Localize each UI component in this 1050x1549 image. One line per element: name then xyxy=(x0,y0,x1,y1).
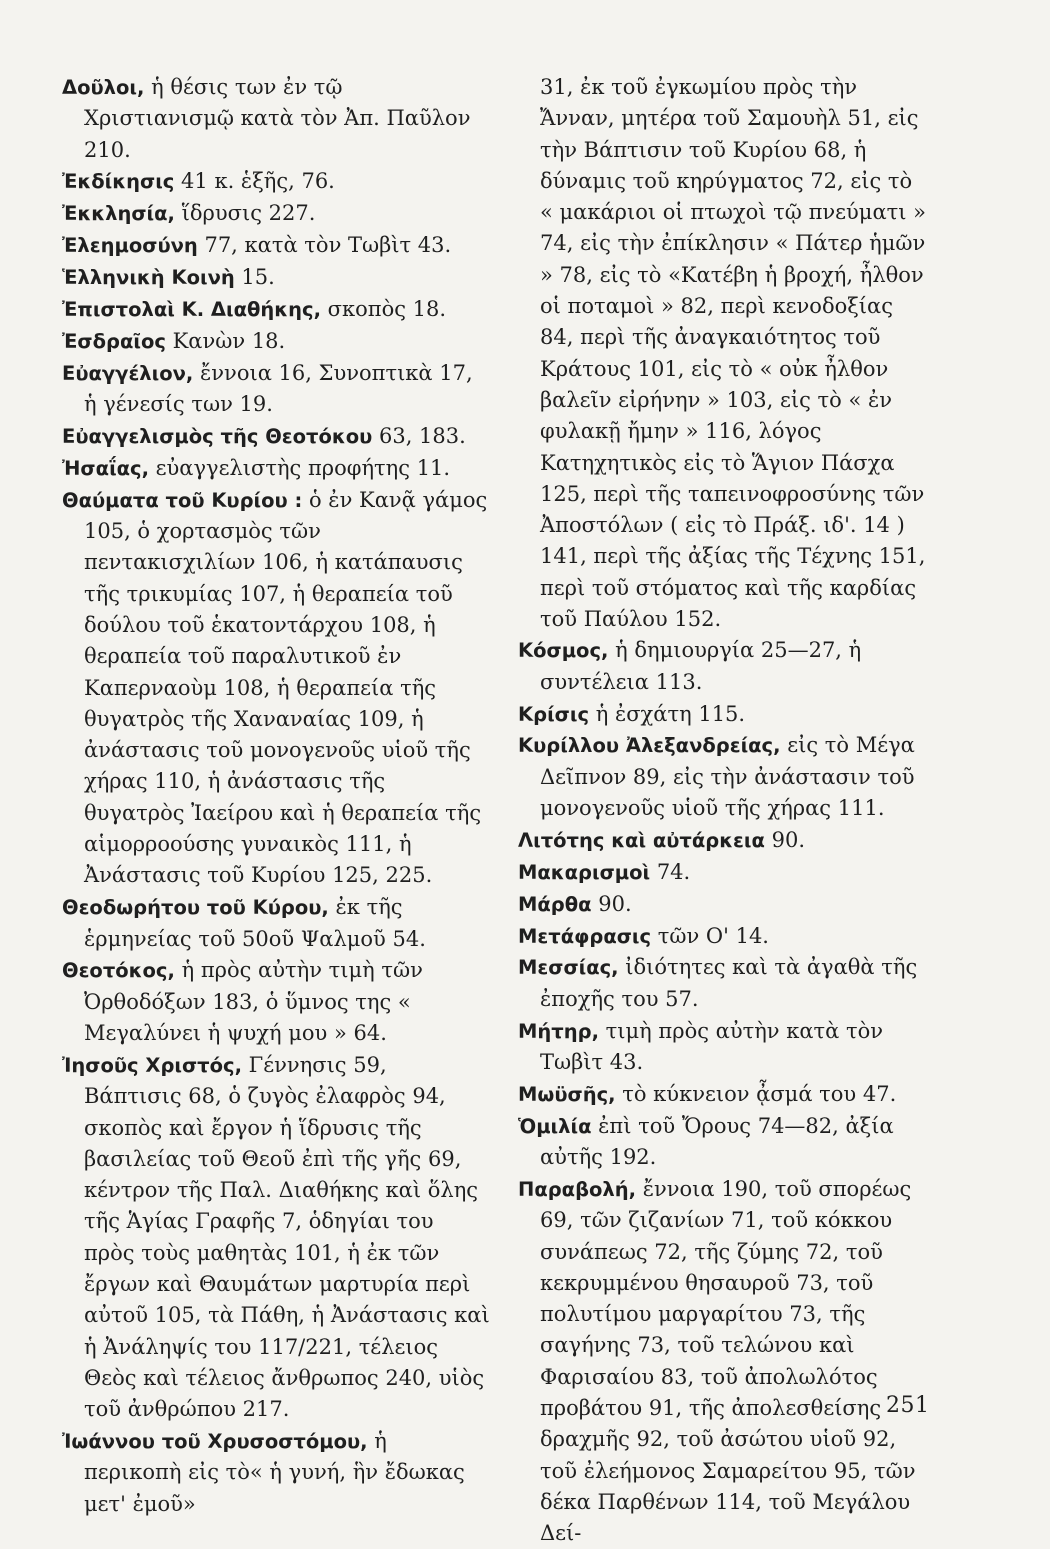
entry-text: Κανὼν 18. xyxy=(165,328,286,353)
left-column xyxy=(62,72,490,1520)
entry-text: ἡ θέσις των ἐν τῷ Χριστιανισμῷ κατὰ τὸν Ἀπ. Παῦλον 210. xyxy=(84,75,471,162)
entry-text: ἡ περικοπὴ εἰς τὸ« ἡ γυνή, ἣν ἔδωκας μετ' ἐμοῦ» xyxy=(84,1429,465,1516)
entry-headword: Ἑλληνικὴ Κοινὴ xyxy=(62,266,235,290)
entry-headword: Εὐαγγελισμὸς τῆς Θεοτόκου xyxy=(62,425,373,449)
entry-text: ἡ ἐσχάτη 115. xyxy=(589,701,746,726)
right-column xyxy=(518,72,926,1549)
index-entry xyxy=(518,857,926,888)
entry-headword: Θεοτόκος, xyxy=(62,959,175,983)
entry-headword: Μεσσίας, xyxy=(518,956,619,980)
index-entry xyxy=(62,1050,490,1426)
index-entry xyxy=(62,262,490,293)
entry-text: τῶν Ο' 14. xyxy=(651,923,769,948)
entry-text: 74. xyxy=(650,859,691,884)
index-entry xyxy=(62,1426,490,1520)
entry-headword: Εὐαγγέλιον, xyxy=(62,361,194,385)
entry-headword: Ἰησοῦς Χριστός, xyxy=(62,1053,242,1077)
entry-headword: Μετάφρασις xyxy=(518,924,652,948)
entry-headword: Δοῦλοι, xyxy=(62,76,145,99)
entry-headword: Ἐπιστολαὶ Κ. Διαθήκης, xyxy=(62,298,321,322)
entry-text: 90. xyxy=(591,891,632,916)
index-entry xyxy=(62,955,490,1049)
index-entry xyxy=(518,952,926,1015)
index-entry xyxy=(518,825,926,856)
entry-headword: Ὁμιλία xyxy=(518,1114,592,1138)
entry-text: ἔννοια 190, τοῦ σπορέως 69, τῶν ζιζανίων 71, τοῦ κόκκου συνάπεως 72, τῆς ζύμης 72, τοῦ κεκρυμμένου θησαυροῦ 73, τοῦ πολυτίμου μαργαρίτου 73, τῆς σαγήνης 73, τοῦ τελώνου καὶ Φαρισαίου 83, τοῦ ἀπολωλότος προβάτου 91, τῆς ἀπολεσθείσης δραχμῆς 92, τοῦ ἀσώτου υἱοῦ 92, τοῦ ἐλεήμονος Σαμαρείτου 95, τῶν δέκα Παρθένων 114, τοῦ Μεγάλου Δεί- xyxy=(540,1176,916,1546)
index-entry xyxy=(62,198,490,229)
entry-headword: Μήτηρ, xyxy=(518,1019,599,1043)
entry-text: 15. xyxy=(234,265,275,290)
index-entry xyxy=(62,892,490,955)
entry-text: εἰς τὸ Μέγα Δεῖπνον 89, εἰς τὴν ἀνάστασιν τοῦ μονογενοῦς υἱοῦ τῆς χήρας 111. xyxy=(540,733,915,821)
entry-headword: Ἐσδραῖος xyxy=(62,329,166,353)
entry-text: 90. xyxy=(764,827,805,852)
index-entry xyxy=(518,699,926,730)
index-entry xyxy=(62,358,490,421)
entry-text: 63, 183. xyxy=(372,424,466,449)
entry-headword: Ἐλεημοσύνη xyxy=(62,234,198,258)
index-entry xyxy=(62,421,490,452)
entry-headword: Ἐκδίκησις xyxy=(62,170,175,194)
index-entry xyxy=(518,1111,926,1174)
entry-text: ἵδρυσις 227. xyxy=(174,201,316,226)
index-entry xyxy=(62,230,490,261)
entry-headword: Κόσμος, xyxy=(518,639,609,663)
entry-text: ἡ πρὸς αὐτὴν τιμὴ τῶν Ὀρθοδόξων 183, ὁ ὕμνος της « Μεγαλύνει ἡ ψυχή μου » 64. xyxy=(84,958,423,1046)
entry-text: 41 κ. ἑξῆς, 76. xyxy=(174,169,335,194)
entry-text: ἡ δημιουργία 25—27, ἡ συντέλεια 113. xyxy=(540,638,862,694)
entry-text: ἐκ τῆς ἑρμηνείας τοῦ 50οῦ Ψαλμοῦ 54. xyxy=(84,895,426,951)
entry-text: τιμὴ πρὸς αὐτὴν κατὰ τὸν Τωβὶτ 43. xyxy=(540,1018,884,1074)
index-entry xyxy=(62,166,490,197)
entry-headword: Ἐκκλησία, xyxy=(62,202,175,226)
index-entry xyxy=(518,1016,926,1079)
index-entry xyxy=(518,1174,926,1549)
entry-headword: Παραβολή, xyxy=(518,1177,637,1201)
index-entry xyxy=(518,635,926,698)
index-entry xyxy=(62,326,490,357)
entry-headword: Κυρίλλου Ἀλεξανδρείας, xyxy=(518,734,781,758)
entry-headword: Ἠσαΐας, xyxy=(62,456,149,480)
index-entry xyxy=(518,1079,926,1110)
entry-text: 77, κατὰ τὸν Τωβὶτ 43. xyxy=(197,233,452,258)
entry-headword: Κρίσις xyxy=(518,702,590,726)
entry-headword: Λιτότης καὶ αὐτάρκεια xyxy=(518,828,765,852)
index-entry xyxy=(62,485,490,892)
entry-text: ἔννοια 16, Συνοπτικὰ 17, ἡ γένεσίς των 19. xyxy=(84,360,473,417)
entry-headword: Θεοδωρήτου τοῦ Κύρου, xyxy=(62,896,329,920)
entry-headword: Μωϋσῆς, xyxy=(518,1082,616,1106)
page-number: 251 xyxy=(886,1393,930,1418)
entry-text: ἐπὶ τοῦ Ὄρους 74—82, ἀξία αὐτῆς 192. xyxy=(540,1113,894,1170)
entry-text: τὸ κύκνειον ᾆσμά του 47. xyxy=(615,1081,897,1106)
entry-text: εὐαγγελιστὴς προφήτης 11. xyxy=(148,455,451,480)
entry-headword: Ἰωάννου τοῦ Χρυσοστόμου, xyxy=(62,1430,368,1454)
entry-text: ἰδιότητες καὶ τὰ ἀγαθὰ τῆς ἐποχῆς του 57. xyxy=(540,955,918,1011)
continued-entry-text: 31, ἐκ τοῦ ἐγκωμίου πρὸς τὴν Ἄνναν, μητέρα τοῦ Σαμουὴλ 51, εἰς τὴν Βάπτισιν τοῦ Κυρίου 68, ἡ δύναμις τοῦ κηρύγματος 72, εἰς τὸ « μακάριοι οἱ πτωχοὶ τῷ πνεύματι » 74, εἰς τὴν ἐπίκλησιν « Πάτερ ἡμῶν » 78, εἰς τὸ «Κατέβη ἡ βροχή, ἦλθον οἱ ποταμοὶ » 82, περὶ κενοδοξίας 84, περὶ τῆς ἀναγκαιότητος τοῦ Κράτους 101, εἰς τὸ « οὐκ ἦλθον βαλεῖν εἰρήνην » 103, εἰς τὸ « ἐν φυλακῇ ἤμην » 116, λόγος Κατηχητικὸς εἰς τὸ Ἅγιον Πάσχα 125, περὶ τῆς ταπεινοφροσύνης τῶν Ἀποστόλων ( εἰς τὸ Πράξ. ιδ'. 14 ) 141, περὶ τῆς ἀξίας τῆς Τέχνης 151, περὶ τοῦ στόματος καὶ τῆς καρδίας τοῦ Παύλου 152. xyxy=(540,75,926,632)
entry-text: ὁ ἐν Κανᾷ γάμος 105, ὁ χορτασμὸς τῶν πεντακισχιλίων 106, ἡ κατάπαυσις τῆς τρικυμίας 107, ἡ θεραπεία τοῦ δούλου τοῦ ἑκατοντάρχου 108, ἡ θεραπεία τοῦ παραλυτικοῦ ἐν Καπερναοὺμ 108, ἡ θεραπεία τῆς θυγατρὸς τῆς Χαναναίας 109, ἡ ἀνάστασις τοῦ μονογενοῦς υἱοῦ τῆς χήρας 110, ἡ ἀνάστασις τῆς θυγατρὸς Ἰαείρου καὶ ἡ θεραπεία τῆς αἱμορροούσης γυναικὸς 111, ἡ Ἀνάστασις τοῦ Κυρίου 125, 225. xyxy=(84,487,488,888)
index-entry xyxy=(518,730,926,824)
entry-headword: Μάρθα xyxy=(518,892,592,916)
entry-text: Γέννησις 59, Βάπτισις 68, ὁ ζυγὸς ἐλαφρὸς 94, σκοπὸς καὶ ἔργον ἡ ἵδρυσις τῆς βασιλείας τοῦ Θεοῦ ἐπὶ τῆς γῆς 69, κέντρον τῆς Παλ. Διαθήκης καὶ ὅλης τῆς Ἁγίας Γραφῆς 7, ὁδηγίαι του πρὸς τοὺς μαθητὰς 101, ἡ ἐκ τῶν ἔργων καὶ Θαυμάτων μαρτυρία περὶ αὐτοῦ 105, τὰ Πάθη, ἡ Ἀνάστασις καὶ ἡ Ἀνάληψίς του 117/221, τέλειος Θεὸς καὶ τέλειος ἄνθρωπος 240, υἱὸς τοῦ ἀνθρώπου 217. xyxy=(84,1052,490,1422)
entry-text: σκοπὸς 18. xyxy=(320,297,447,322)
entry-headword: Μακαρισμοὶ xyxy=(518,860,651,884)
index-entry xyxy=(62,453,490,484)
index-entry xyxy=(518,921,926,952)
index-entry xyxy=(62,72,490,166)
index-entry xyxy=(518,889,926,920)
index-entry xyxy=(62,294,490,325)
entry-headword: Θαύματα τοῦ Κυρίου : xyxy=(62,488,303,512)
